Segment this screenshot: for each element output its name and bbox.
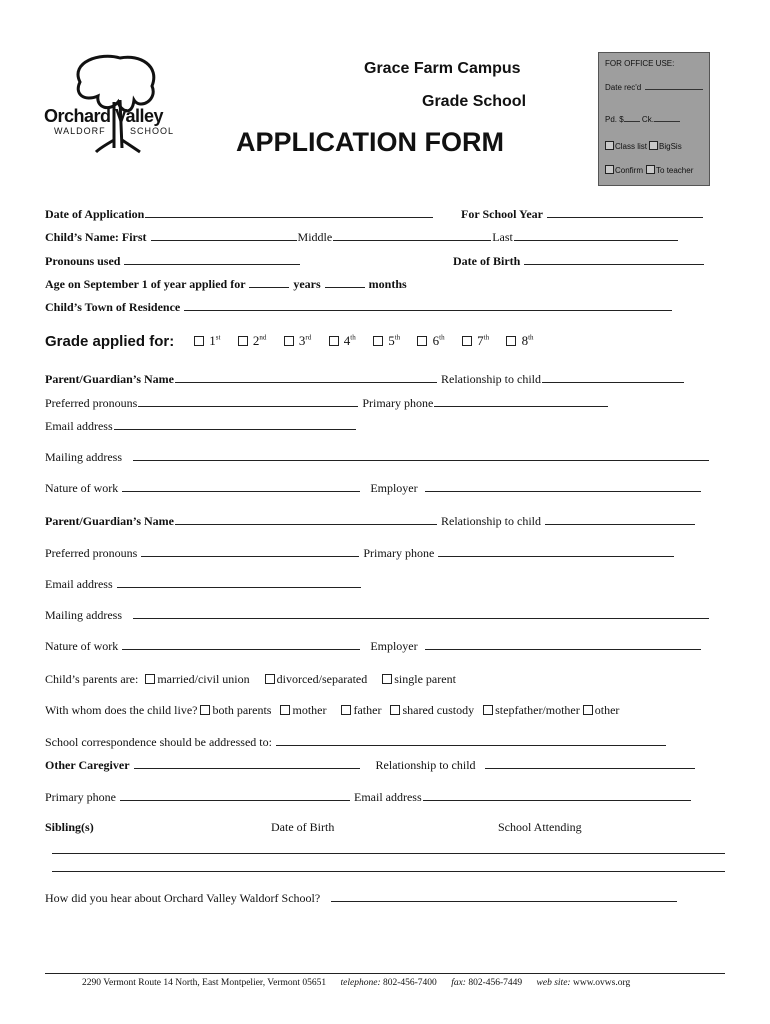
tree-icon [40, 52, 185, 157]
parent1-phone-label: Primary phone [362, 396, 434, 410]
hear-about-field[interactable] [331, 890, 677, 902]
for-school-year-label: For School Year [461, 207, 543, 221]
page-title: APPLICATION FORM [236, 127, 504, 157]
years-label: years [293, 277, 321, 291]
footer-rule [45, 973, 725, 974]
parent1-work-field[interactable] [122, 480, 360, 492]
parent2-name-label: Parent/Guardian’s Name [45, 514, 174, 528]
grade-option-2[interactable]: 2nd [238, 333, 267, 348]
footer-fax-label: fax: [451, 978, 466, 988]
grade-option-7[interactable]: 7th [462, 333, 489, 348]
sibling-line-1[interactable] [52, 853, 725, 854]
hear-about-label: How did you hear about Orchard Valley Waldorf School? [45, 891, 321, 905]
bigsis-label: BigSis [659, 142, 682, 151]
grade-option-3[interactable]: 3rd [284, 333, 312, 348]
months-label: months [368, 277, 407, 291]
married-option[interactable]: married/civil union [145, 672, 249, 686]
date-of-application-field[interactable] [145, 206, 433, 218]
campus-title: Grace Farm Campus [364, 60, 521, 77]
correspondence-label: School correspondence should be addressed to: [45, 735, 272, 749]
grade-option-4[interactable]: 4th [329, 333, 356, 348]
footer [82, 978, 630, 988]
parent2-pronouns-field[interactable] [141, 545, 359, 557]
last-name-label: Last [492, 230, 513, 244]
parent1-relationship-field[interactable] [542, 371, 684, 383]
both-parents-option[interactable]: both parents [200, 703, 271, 717]
other-option[interactable]: other [583, 703, 620, 717]
parent2-mailing-field[interactable] [133, 607, 709, 619]
siblings-school-label: School Attending [498, 820, 582, 834]
caregiver-email-field[interactable] [423, 789, 691, 801]
town-field[interactable] [184, 299, 672, 311]
pd-label: Pd. $ [605, 115, 624, 124]
parent1-pronouns-label: Preferred pronouns [45, 396, 138, 410]
ck-label: Ck. [641, 115, 654, 124]
logo-sub-left: WALDORF [54, 126, 106, 136]
parent2-name-field[interactable] [175, 513, 437, 525]
first-name-label: Child’s Name: First [45, 230, 147, 244]
father-option[interactable]: father [341, 703, 381, 717]
parent2-employer-label: Employer [370, 639, 418, 653]
grade-option-6[interactable]: 6th [417, 333, 444, 348]
parent1-employer-label: Employer [370, 481, 418, 495]
parent2-relationship-field[interactable] [545, 513, 695, 525]
age-months-field[interactable] [325, 276, 365, 288]
date-of-birth-field[interactable] [524, 253, 704, 265]
date-recd-label: Date rec'd [605, 83, 642, 92]
parents-are-label: Child’s parents are: [45, 672, 139, 686]
date-of-application-label: Date of Application [45, 207, 145, 221]
grade-label: Grade applied for: [45, 333, 175, 350]
parent2-work-field[interactable] [122, 638, 360, 650]
age-label: Age on September 1 of year applied for [45, 277, 246, 291]
class-list-checkbox[interactable] [605, 141, 614, 150]
correspondence-field[interactable] [276, 734, 666, 746]
logo-sub-right: SCHOOL [130, 126, 175, 136]
parent2-relationship-label: Relationship to child [441, 514, 541, 528]
footer-fax: 802-456-7449 [468, 978, 523, 988]
mother-option[interactable]: mother [280, 703, 326, 717]
parent1-work-label: Nature of work [45, 481, 119, 495]
footer-address: 2290 Vermont Route 14 North, East Montpelier, Vermont 05651 [82, 978, 327, 988]
parent2-email-field[interactable] [117, 576, 361, 588]
date-of-birth-label: Date of Birth [453, 254, 521, 268]
parent2-email-label: Email address [45, 577, 113, 591]
caregiver-relationship-field[interactable] [485, 757, 695, 769]
caregiver-field[interactable] [134, 757, 360, 769]
footer-web-link[interactable]: www.ovws.org [572, 978, 631, 988]
office-heading: FOR OFFICE USE: [605, 59, 675, 68]
parent1-email-label: Email address [45, 419, 113, 433]
confirm-label: Confirm [615, 166, 644, 175]
grade-option-8[interactable]: 8th [506, 333, 533, 348]
sibling-line-2[interactable] [52, 871, 725, 872]
parent2-phone-label: Primary phone [363, 546, 435, 560]
first-name-field[interactable] [151, 229, 297, 241]
caregiver-relationship-label: Relationship to child [375, 758, 476, 772]
parent1-pronouns-field[interactable] [138, 395, 358, 407]
parent2-employer-field[interactable] [425, 638, 701, 650]
parent1-name-field[interactable] [175, 371, 437, 383]
to-teacher-checkbox[interactable] [646, 165, 655, 174]
grade-options [194, 333, 534, 349]
footer-tel-label: telephone: [340, 978, 381, 988]
footer-web-label: web site: [536, 978, 571, 988]
last-name-field[interactable] [514, 229, 678, 241]
single-parent-option[interactable]: single parent [382, 672, 456, 686]
school-logo [40, 52, 185, 157]
parent2-work-label: Nature of work [45, 639, 119, 653]
lives-with-label: With whom does the child live? [45, 703, 198, 717]
parent2-pronouns-label: Preferred pronouns [45, 546, 138, 560]
pronouns-field[interactable] [124, 253, 300, 265]
middle-name-label: Middle [297, 230, 333, 244]
siblings-dob-label: Date of Birth [271, 820, 335, 834]
town-label: Child’s Town of Residence [45, 300, 181, 314]
parent1-phone-field[interactable] [434, 395, 608, 407]
parent1-email-field[interactable] [114, 418, 356, 430]
parent1-mailing-field[interactable] [133, 449, 709, 461]
caregiver-phone-label: Primary phone [45, 790, 116, 804]
office-use-box [598, 52, 710, 186]
school-title: Grade School [422, 93, 527, 110]
to-teacher-label: To teacher [656, 166, 694, 175]
footer-tel: 802-456-7400 [382, 978, 437, 988]
bigsis-checkbox[interactable] [649, 141, 658, 150]
parent1-mailing-label: Mailing address [45, 450, 122, 464]
middle-name-field[interactable] [333, 229, 491, 241]
siblings-label: Sibling(s) [45, 820, 94, 834]
confirm-checkbox[interactable] [605, 165, 614, 174]
caregiver-phone-field[interactable] [120, 789, 350, 801]
parent1-employer-field[interactable] [425, 480, 701, 492]
class-list-label: Class list [615, 142, 648, 151]
parent1-name-label: Parent/Guardian’s Name [45, 372, 174, 386]
shared-custody-option[interactable]: shared custody [390, 703, 474, 717]
for-school-year-field[interactable] [547, 206, 703, 218]
parent1-relationship-label: Relationship to child [441, 372, 541, 386]
logo-name: Orchard Valley [44, 106, 164, 126]
caregiver-label: Other Caregiver [45, 758, 130, 772]
parent2-mailing-label: Mailing address [45, 608, 122, 622]
parent2-phone-field[interactable] [438, 545, 674, 557]
stepparent-option[interactable]: stepfather/mother [483, 703, 580, 717]
pronouns-label: Pronouns used [45, 254, 121, 268]
grade-option-5[interactable]: 5th [373, 333, 400, 348]
grade-option-1[interactable]: 1st [194, 333, 220, 348]
age-years-field[interactable] [249, 276, 289, 288]
caregiver-email-label: Email address [354, 790, 422, 804]
divorced-option[interactable]: divorced/separated [265, 672, 368, 686]
